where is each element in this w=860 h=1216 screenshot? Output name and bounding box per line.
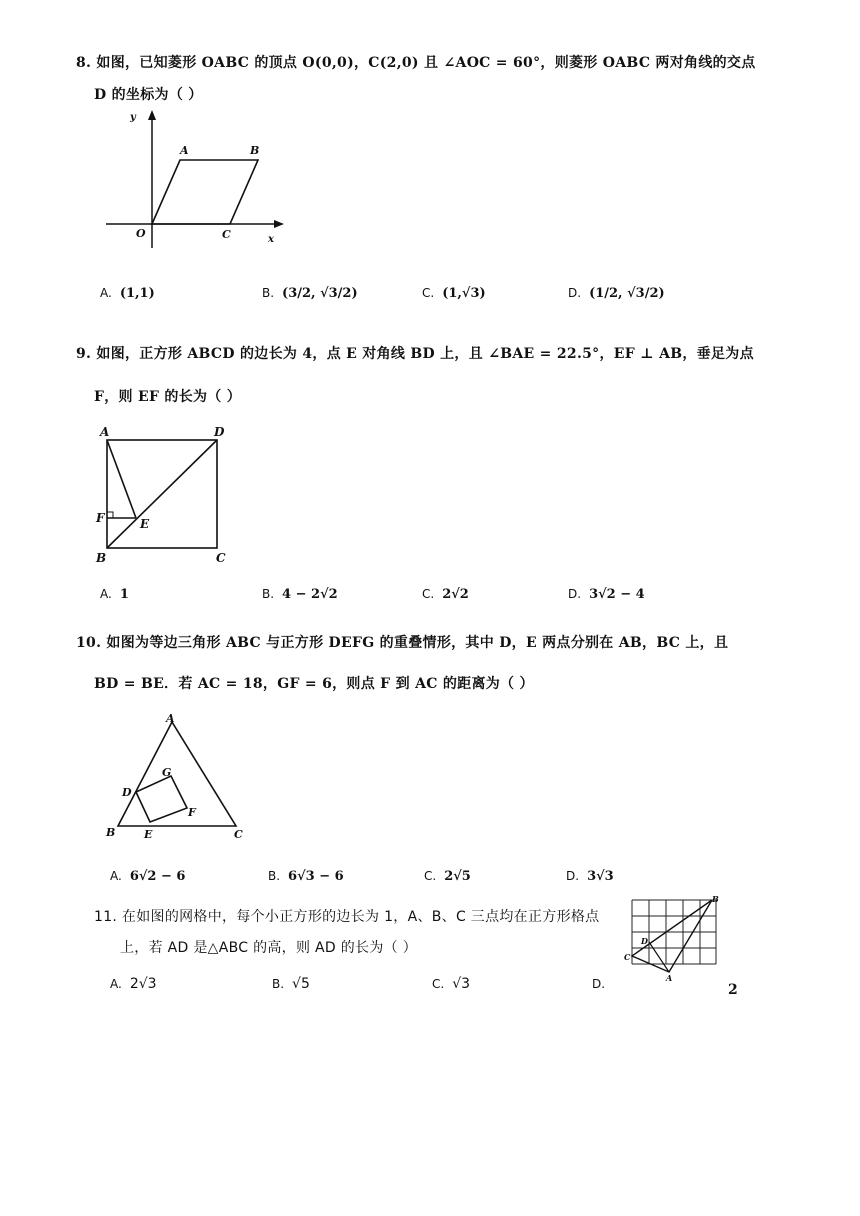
q9-option-c-label: C.: [422, 587, 435, 601]
q10-option-a-label: A.: [110, 869, 122, 883]
q11-label-C: C: [624, 952, 631, 962]
q8-text-line1: 8. 如图，已知菱形 OABC 的顶点 O(0,0)，C(2,0) 且 ∠AOC = 60°，则菱形 OABC 两对角线的交点: [76, 55, 756, 71]
q8-option-c-value: (1,√3): [442, 286, 486, 301]
q10-label-B: B: [106, 826, 116, 839]
q10-option-d-value: 3√3: [587, 869, 614, 884]
q9-option-c: [422, 587, 469, 602]
q11-option-a-value: 2√3: [129, 976, 157, 992]
q10-label-F: F: [188, 806, 196, 819]
q11-option-b: [272, 976, 310, 992]
q8-option-c-label: C.: [422, 286, 435, 300]
q11-figure-grid: [624, 892, 724, 984]
q11-text-line1: 11. 在如图的网格中，每个小正方形的边长为 1，A、B、C 三点均在正方形格点: [94, 909, 600, 925]
q9-text-line1: 9. 如图，正方形 ABCD 的边长为 4，点 E 对角线 BD 上，且 ∠BAE = 22.5°，EF ⊥ AB，垂足为点: [76, 346, 754, 362]
q8-label-C: C: [222, 228, 231, 241]
q9-option-d-value: 3√2 − 4: [589, 587, 645, 602]
q10-label-E: E: [144, 828, 153, 841]
q9-label-C: C: [216, 551, 226, 565]
q10-label-G: G: [162, 766, 172, 779]
q8-label-O: O: [136, 227, 146, 240]
q11-option-d-label: D.: [592, 977, 606, 991]
q9-label-A: A: [100, 425, 110, 439]
q9-option-a-value: 1: [119, 587, 129, 602]
q11-label-D: D: [641, 936, 648, 946]
q9-option-d: [568, 587, 645, 602]
q10-option-b-label: B.: [268, 869, 281, 883]
q8-option-d-value: (1/2, √3/2): [589, 286, 665, 301]
q11-option-b-value: √5: [292, 976, 310, 992]
q8-option-a-label: A.: [100, 286, 112, 300]
q9-option-a-label: A.: [100, 587, 112, 601]
q10-label-D: D: [122, 786, 132, 799]
q9-text-line2: F，则 EF 的长为（ ）: [94, 389, 242, 405]
q9-option-a: [100, 587, 129, 602]
q11-option-c-value: √3: [452, 976, 471, 992]
q10-option-a-value: 6√2 − 6: [129, 869, 186, 884]
q8-option-d-label: D.: [568, 286, 582, 300]
q8-label-y: y: [130, 112, 136, 123]
q10-option-d: [566, 869, 614, 884]
q9-label-D: D: [214, 425, 225, 439]
q10-option-d-label: D.: [566, 869, 580, 883]
q8-label-A: A: [180, 144, 189, 157]
q9-option-b: [262, 587, 338, 602]
q9-figure-square: [90, 420, 240, 570]
q8-option-d: [568, 286, 665, 301]
q10-text-line2: BD = BE．若 AC = 18，GF = 6，则点 F 到 AC 的距离为（ ）: [94, 676, 534, 692]
q10-label-C: C: [234, 828, 243, 841]
q10-option-b-value: 6√3 − 6: [288, 869, 344, 884]
q9-label-E: E: [140, 517, 150, 531]
q11-label-B: B: [712, 894, 719, 904]
q11-option-c-label: C.: [432, 977, 445, 991]
q10-option-c: [424, 869, 471, 884]
q11-option-b-label: B.: [272, 977, 285, 991]
q10-option-c-label: C.: [424, 869, 437, 883]
q10-figure-triangle: [100, 712, 260, 842]
q11-option-a-label: A.: [110, 977, 122, 991]
q10-text-line1: 10. 如图为等边三角形 ABC 与正方形 DEFG 的重叠情形，其中 D，E 两点分别在 AB，BC 上，且: [76, 635, 729, 651]
q8-option-b-label: B.: [262, 286, 275, 300]
q10-option-c-value: 2√5: [444, 869, 471, 884]
q10-label-A: A: [166, 712, 175, 725]
q9-option-b-value: 4 − 2√2: [282, 587, 338, 602]
q8-label-B: B: [250, 144, 260, 157]
q8-option-b-value: (3/2, √3/2): [282, 286, 358, 301]
q11-option-a: [110, 976, 157, 992]
q11-option-c: [432, 976, 470, 992]
q10-option-a: [110, 869, 185, 884]
q11-label-A: A: [666, 973, 673, 983]
q8-figure-rhombus: [100, 108, 290, 253]
q9-option-c-value: 2√2: [442, 587, 469, 602]
q8-label-x: x: [268, 234, 274, 245]
q9-option-d-label: D.: [568, 587, 582, 601]
q8-text-line2: D 的坐标为（ ）: [94, 87, 203, 103]
q11-option-d: [592, 976, 613, 992]
q8-option-c: [422, 286, 486, 301]
page-number: 2: [728, 982, 738, 998]
q11-text-line2: 上，若 AD 是△ABC 的高，则 AD 的长为（ ）: [120, 940, 417, 956]
q8-option-b: [262, 286, 358, 301]
q8-option-a-value: (1,1): [119, 286, 155, 301]
q9-label-B: B: [96, 551, 107, 565]
q10-option-b: [268, 869, 344, 884]
q9-label-F: F: [96, 511, 105, 525]
q9-option-b-label: B.: [262, 587, 275, 601]
q8-option-a: [100, 286, 155, 301]
